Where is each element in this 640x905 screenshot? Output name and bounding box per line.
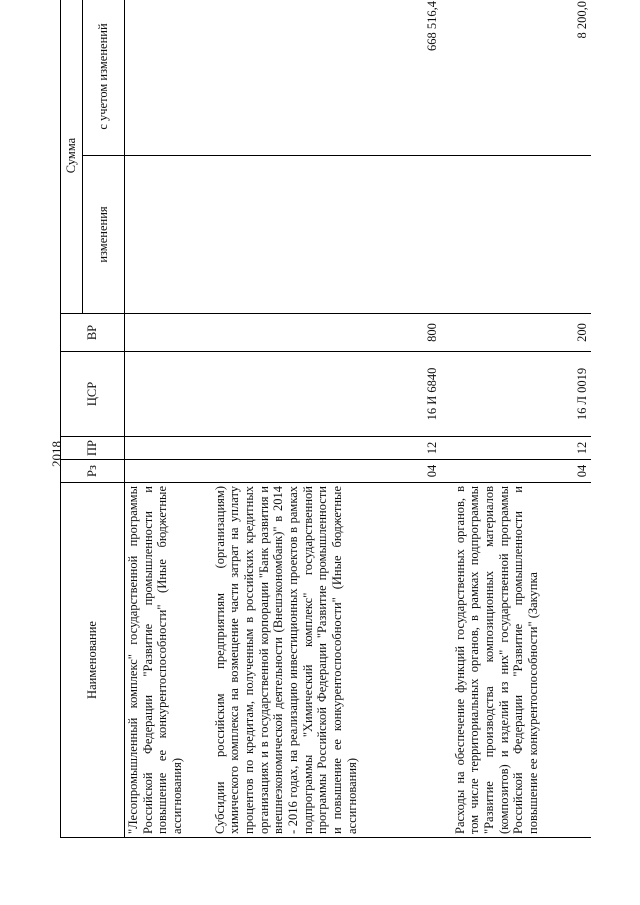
row-csr: 16 И 6840: [201, 352, 441, 437]
row-vr: 200: [441, 314, 591, 352]
row-csr: 16 Л 0019: [441, 352, 591, 437]
table-row: [441, 0, 591, 838]
row-pr: 12: [441, 437, 591, 460]
row-name: Расходы на обеспечение функций государственных органов, в том числе территориальных органов, в рамках подпрограммы "Развитие производства композиционных материалов (композитов) и изделий из них" государственной программы Российской Федерации "Развитие промышленности и повышение ее конкурентоспособности" (Закупка: [441, 483, 591, 838]
row-changes: [125, 156, 201, 314]
rotated-page: [60, 0, 590, 838]
page-number: 2018: [49, 441, 64, 467]
header-csr: ЦСР: [61, 352, 125, 437]
header-rz: Рз: [61, 460, 125, 483]
row-pr: 12: [201, 437, 441, 460]
row-name: "Лесопромышленный комплекс" государственной программы Российской Федерации "Развитие промышленности и повышение ее конкурентоспособности" (Иные бюджетные ассигнования): [125, 483, 201, 838]
row-pr: [125, 437, 201, 460]
header-with-changes: с учетом изменений: [83, 0, 125, 156]
header-name: Наименование: [61, 483, 125, 838]
row-vr: 800: [201, 314, 441, 352]
table-row: [201, 0, 441, 838]
row-total: 668 516,4: [201, 0, 441, 156]
row-changes: [201, 156, 441, 314]
row-total: [125, 0, 201, 156]
table-row: [125, 0, 201, 838]
budget-table: [60, 0, 591, 838]
row-vr: [125, 314, 201, 352]
header-vr: ВР: [61, 314, 125, 352]
row-rz: 04: [441, 460, 591, 483]
row-name: Субсидии российским предприятиям (организациям) химического комплекса на возмещение части затрат на уплату процентов по кредитам, полученным в российских кредитных организациях и в государственной корпорации "Банк развития и внешнеэкономической деятельности (Внешэкономбанк)" в 2014 - 2016 годах, на реализацию инвестиционных проектов в рамках подпрограммы "Химический комплекс" государственной программы Российской Федерации "Развитие промышленности и повышение ее конкурентоспособности" (Иные бюджетные ассигнования): [201, 483, 441, 838]
header-sum: Сумма: [61, 0, 83, 314]
row-rz: [125, 460, 201, 483]
row-rz: 04: [201, 460, 441, 483]
row-changes: [441, 156, 591, 314]
header-pr: ПР: [61, 437, 125, 460]
row-csr: [125, 352, 201, 437]
header-changes: изменения: [83, 156, 125, 314]
row-total: 8 200,0: [441, 0, 591, 156]
